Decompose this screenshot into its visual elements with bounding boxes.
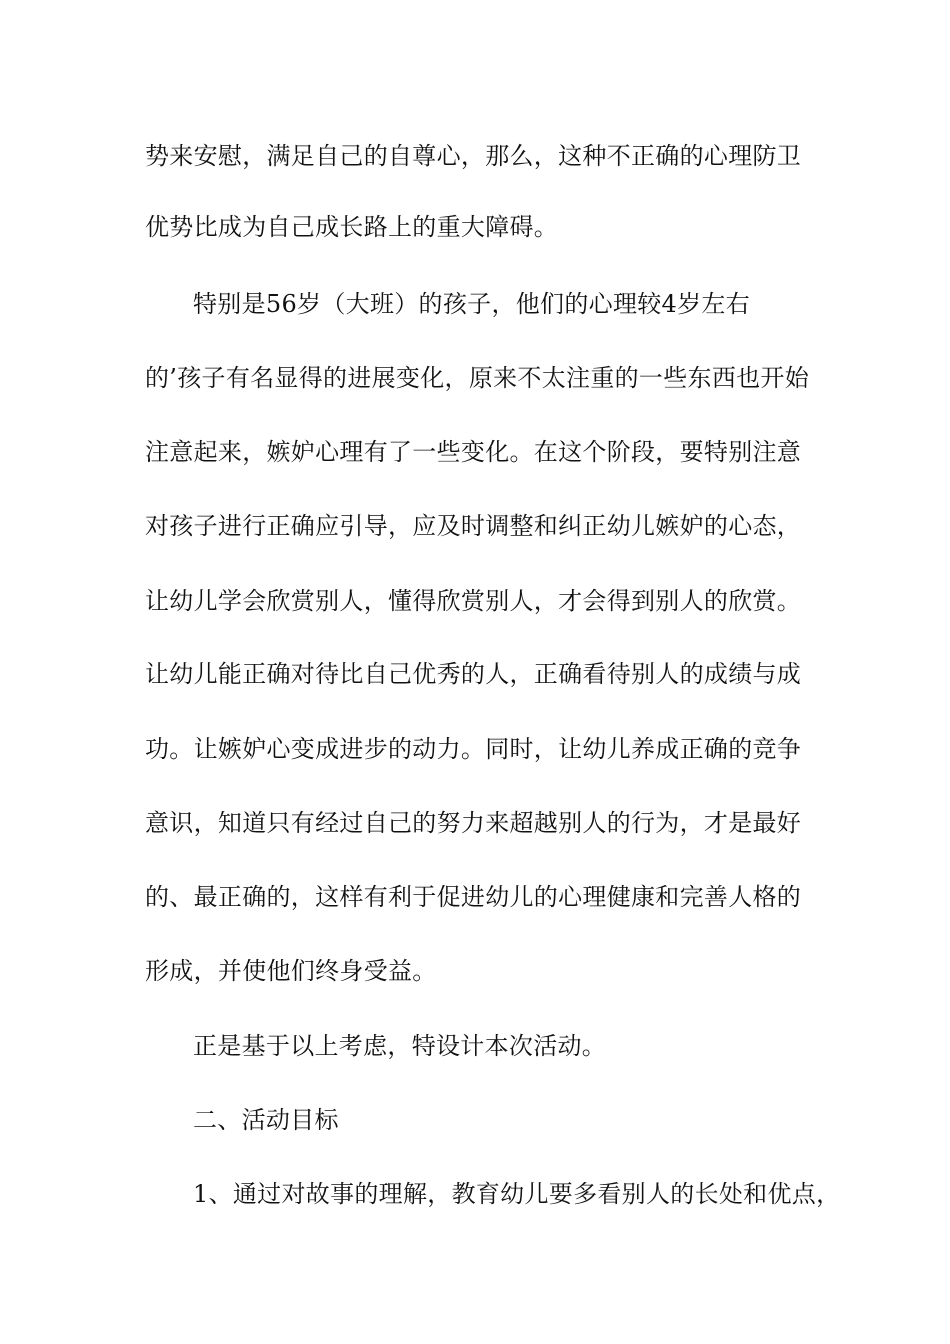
text-line: 让幼儿学会欣赏别人，懂得欣赏别人，才会得到别人的欣赏。 bbox=[145, 587, 802, 615]
text-line: 的’孩子有名显得的进展变化，原来不太注重的一些东西也开始 bbox=[145, 364, 810, 392]
section-heading: 二、活动目标 bbox=[193, 1106, 339, 1134]
text-line: 形成，并使他们终身受益。 bbox=[145, 957, 437, 985]
text-line: 对孩子进行正确应引导，应及时调整和纠正幼儿嫉妒的心态， bbox=[145, 512, 802, 540]
text-line: 的、最正确的，这样有利于促进幼儿的心理健康和完善人格的 bbox=[145, 883, 802, 911]
list-item: 1、通过对故事的理解，教育幼儿要多看别人的长处和优点， bbox=[193, 1180, 841, 1208]
text-line: 注意起来，嫉妒心理有了一些变化。在这个阶段，要特别注意 bbox=[145, 438, 802, 466]
text-line: 优势比成为自己成长路上的重大障碍。 bbox=[145, 213, 559, 241]
text-line: 势来安慰，满足自己的自尊心，那么，这种不正确的心理防卫 bbox=[145, 142, 802, 170]
text-line: 功。让嫉妒心变成进步的动力。同时，让幼儿养成正确的竞争 bbox=[145, 735, 802, 763]
paragraph-start-line: 正是基于以上考虑，特设计本次活动。 bbox=[193, 1032, 607, 1060]
text-line: 意识，知道只有经过自己的努力来超越别人的行为，才是最好 bbox=[145, 809, 802, 837]
paragraph-start-line: 特别是56岁（大班）的孩子，他们的心理较4岁左右 bbox=[193, 290, 751, 318]
text-line: 让幼儿能正确对待比自己优秀的人，正确看待别人的成绩与成 bbox=[145, 660, 802, 688]
